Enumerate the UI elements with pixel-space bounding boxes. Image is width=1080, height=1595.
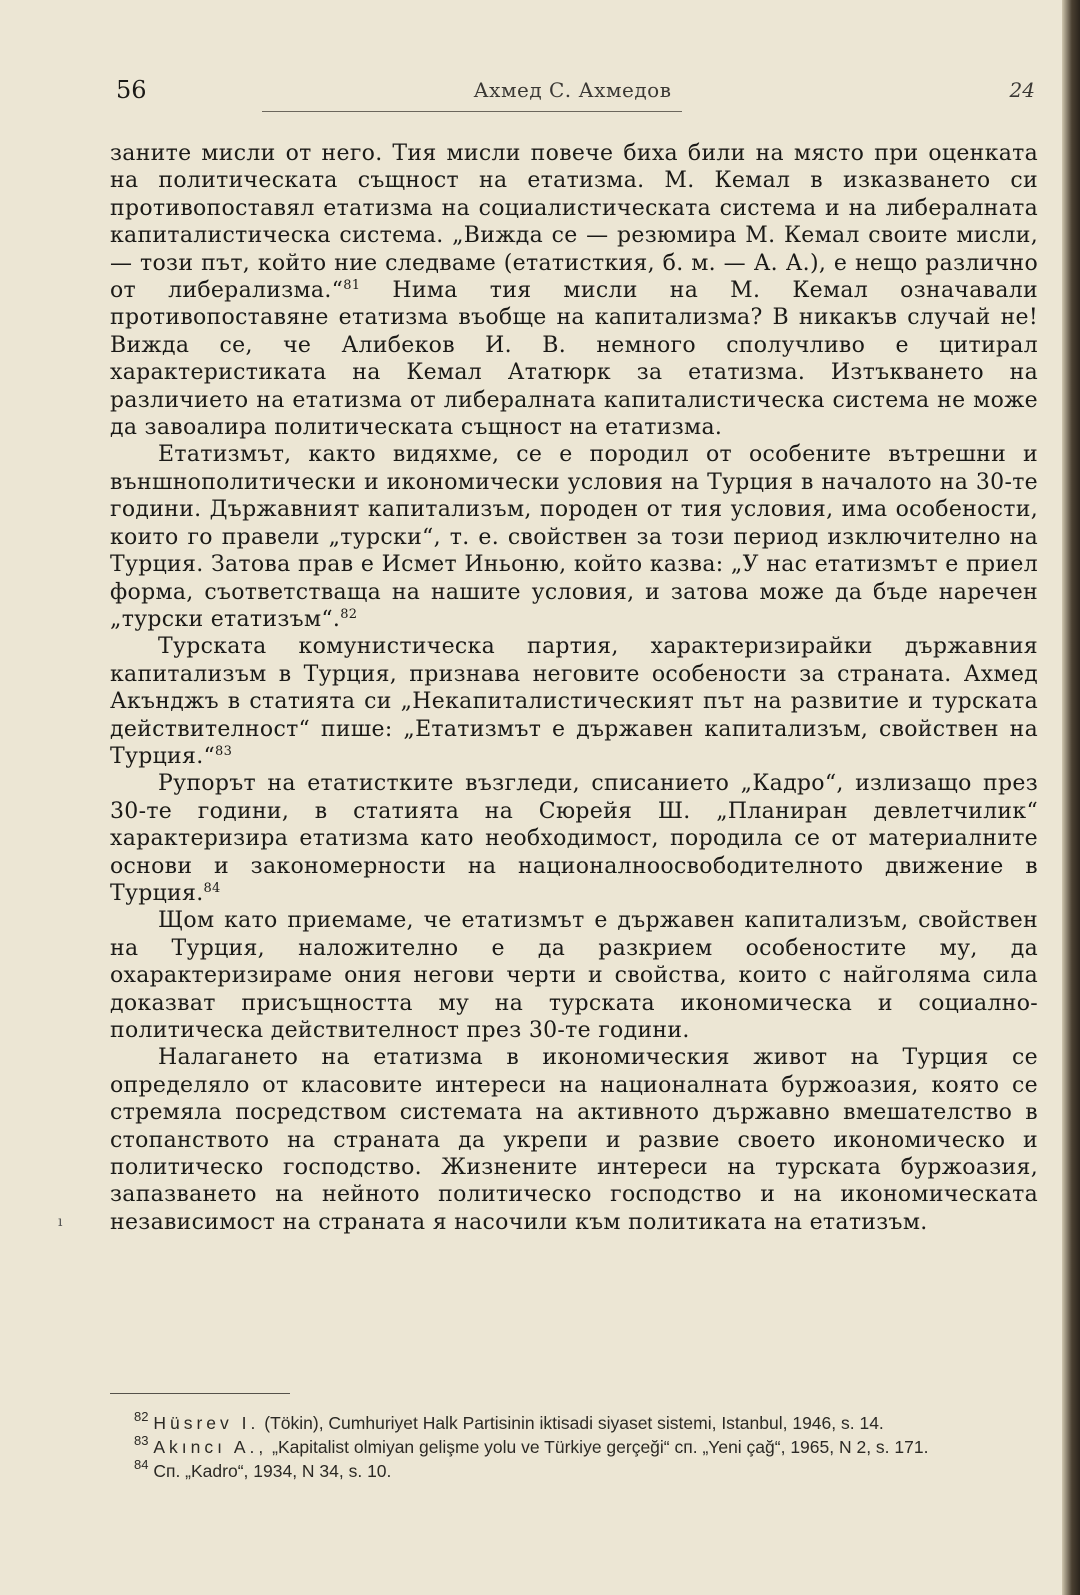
paragraph-6: Налагането на етатизма в икономическия живот на Турция се определяло от класовите интереси на националната буржоазия, която се стремяла посредством системата на активното държавно вмешателство в стопанството на страната да укрепи и развие своето икономическо и политическо господство. Жизнените интереси на турската буржоазия, запазването на нейното политическо господство и на икономическата независимост на страната я насочили към политиката на етатизъм. bbox=[110, 1045, 1038, 1235]
margin-mark: ı bbox=[58, 1214, 63, 1230]
footnote-82: $^{82}$ Hüsrev I. (Tökin), Cumhuriyet Halk Partisinin iktisadi siyaset sistemi, Istanbul, 1946, s. 14. bbox=[134, 1409, 884, 1433]
signature-mark: 24 bbox=[1009, 78, 1035, 102]
paragraph-2: Етатизмът, както видяхме, се е породил от особените вътрешни и външнополитически и икономически условия на Турция в началото на 30-те години. Държавният капитализъм, породен от тия условия, има особености, които го правели „турски“, т. е. свойствен за този период изключително на Турция. Затова прав е Исмет Иньоню, който казва: „У нас етатизмът е приел форма, съответстваща на нашите условия, и затова може да бъде наречен „турски етатизъм“.$^{82}$ bbox=[110, 442, 1038, 632]
footnote-ref: 84 bbox=[203, 880, 221, 896]
footnotes bbox=[110, 1411, 1035, 1483]
running-head: Ахмед С. Ахмедов bbox=[473, 78, 672, 102]
paragraph-5: Щом като приемаме, че етатизмът е държавен капитализъм, свойствен на Турция, наложително е да разкрием особеностите му, да охарактеризираме ония негови черти и свойства, които с найголяма сила доказват присъщността му на турската икономическа и социално-политическа действителност през 30-те години. bbox=[110, 908, 1038, 1043]
footnote-83: $^{83}$ Akıncı A., „Kapitalist olmiyan gelişme yolu ve Türkiye gerçeği“ сп. „Yeni çağ“, 1965, N 2, s. 171. bbox=[134, 1433, 929, 1457]
footnote-rule bbox=[110, 1393, 290, 1394]
footnote-84: $^{84}$ Сп. „Kadro“, 1934, N 34, s. 10. bbox=[134, 1457, 392, 1481]
footnote-ref: 82 bbox=[340, 606, 358, 622]
paragraph-1: заните мисли от него. Тия мисли повече биха били на място при оценката на политическата същност на етатизма. М. Кемал в изказването си противопоставял етатизма на социалистическата система и на либералната капиталистическа система. „Вижда се — резюмира М. Кемал своите мисли, — този път, който ние следваме (етатисткия, б. м. — А. А.), е нещо различно от либерализма.“$^{81}$ Нима тия мисли на М. Кемал означавали противопоставяне етатизма въобще на капитализма? В никакъв случай не! Вижда се, че Алибеков И. В. немного сполучливо е цитирал характеристиката на Кемал Ататюрк за етатизма. Изтъкването на различието на етатизма от либералната капиталистическа система не може да завоалира политическата същност на етатизма. bbox=[110, 141, 1038, 441]
page-number: 56 bbox=[116, 76, 147, 104]
footnote-ref: 83 bbox=[215, 743, 233, 759]
paragraph-4: Рупорът на етатистките възгледи, списанието „Кадро“, излизащо през 30-те години, в статията на Сюрейя Ш. „Планиран девлетчилик“ характеризира етатизма като необходимост, породила се от материалните основи и закономерности на националноосвободителното движение в Турция.$^{84}$ bbox=[110, 771, 1038, 906]
paragraph-3: Турската комунистическа партия, характеризирайки държавния капитализъм в Турция, признава неговите особености за страната. Ахмед Акънджъ в статията си „Некапиталистическият път на развитие и турската действителност“ пише: „Етатизмът е държавен капитализъм, свойствен на Турция.“$^{83}$ bbox=[110, 634, 1038, 769]
header-rule bbox=[262, 111, 682, 112]
book-spine-edge bbox=[1062, 0, 1080, 1595]
body-text bbox=[110, 140, 1038, 1236]
footnote-ref: 81 bbox=[343, 278, 361, 294]
page-header bbox=[110, 72, 1035, 112]
